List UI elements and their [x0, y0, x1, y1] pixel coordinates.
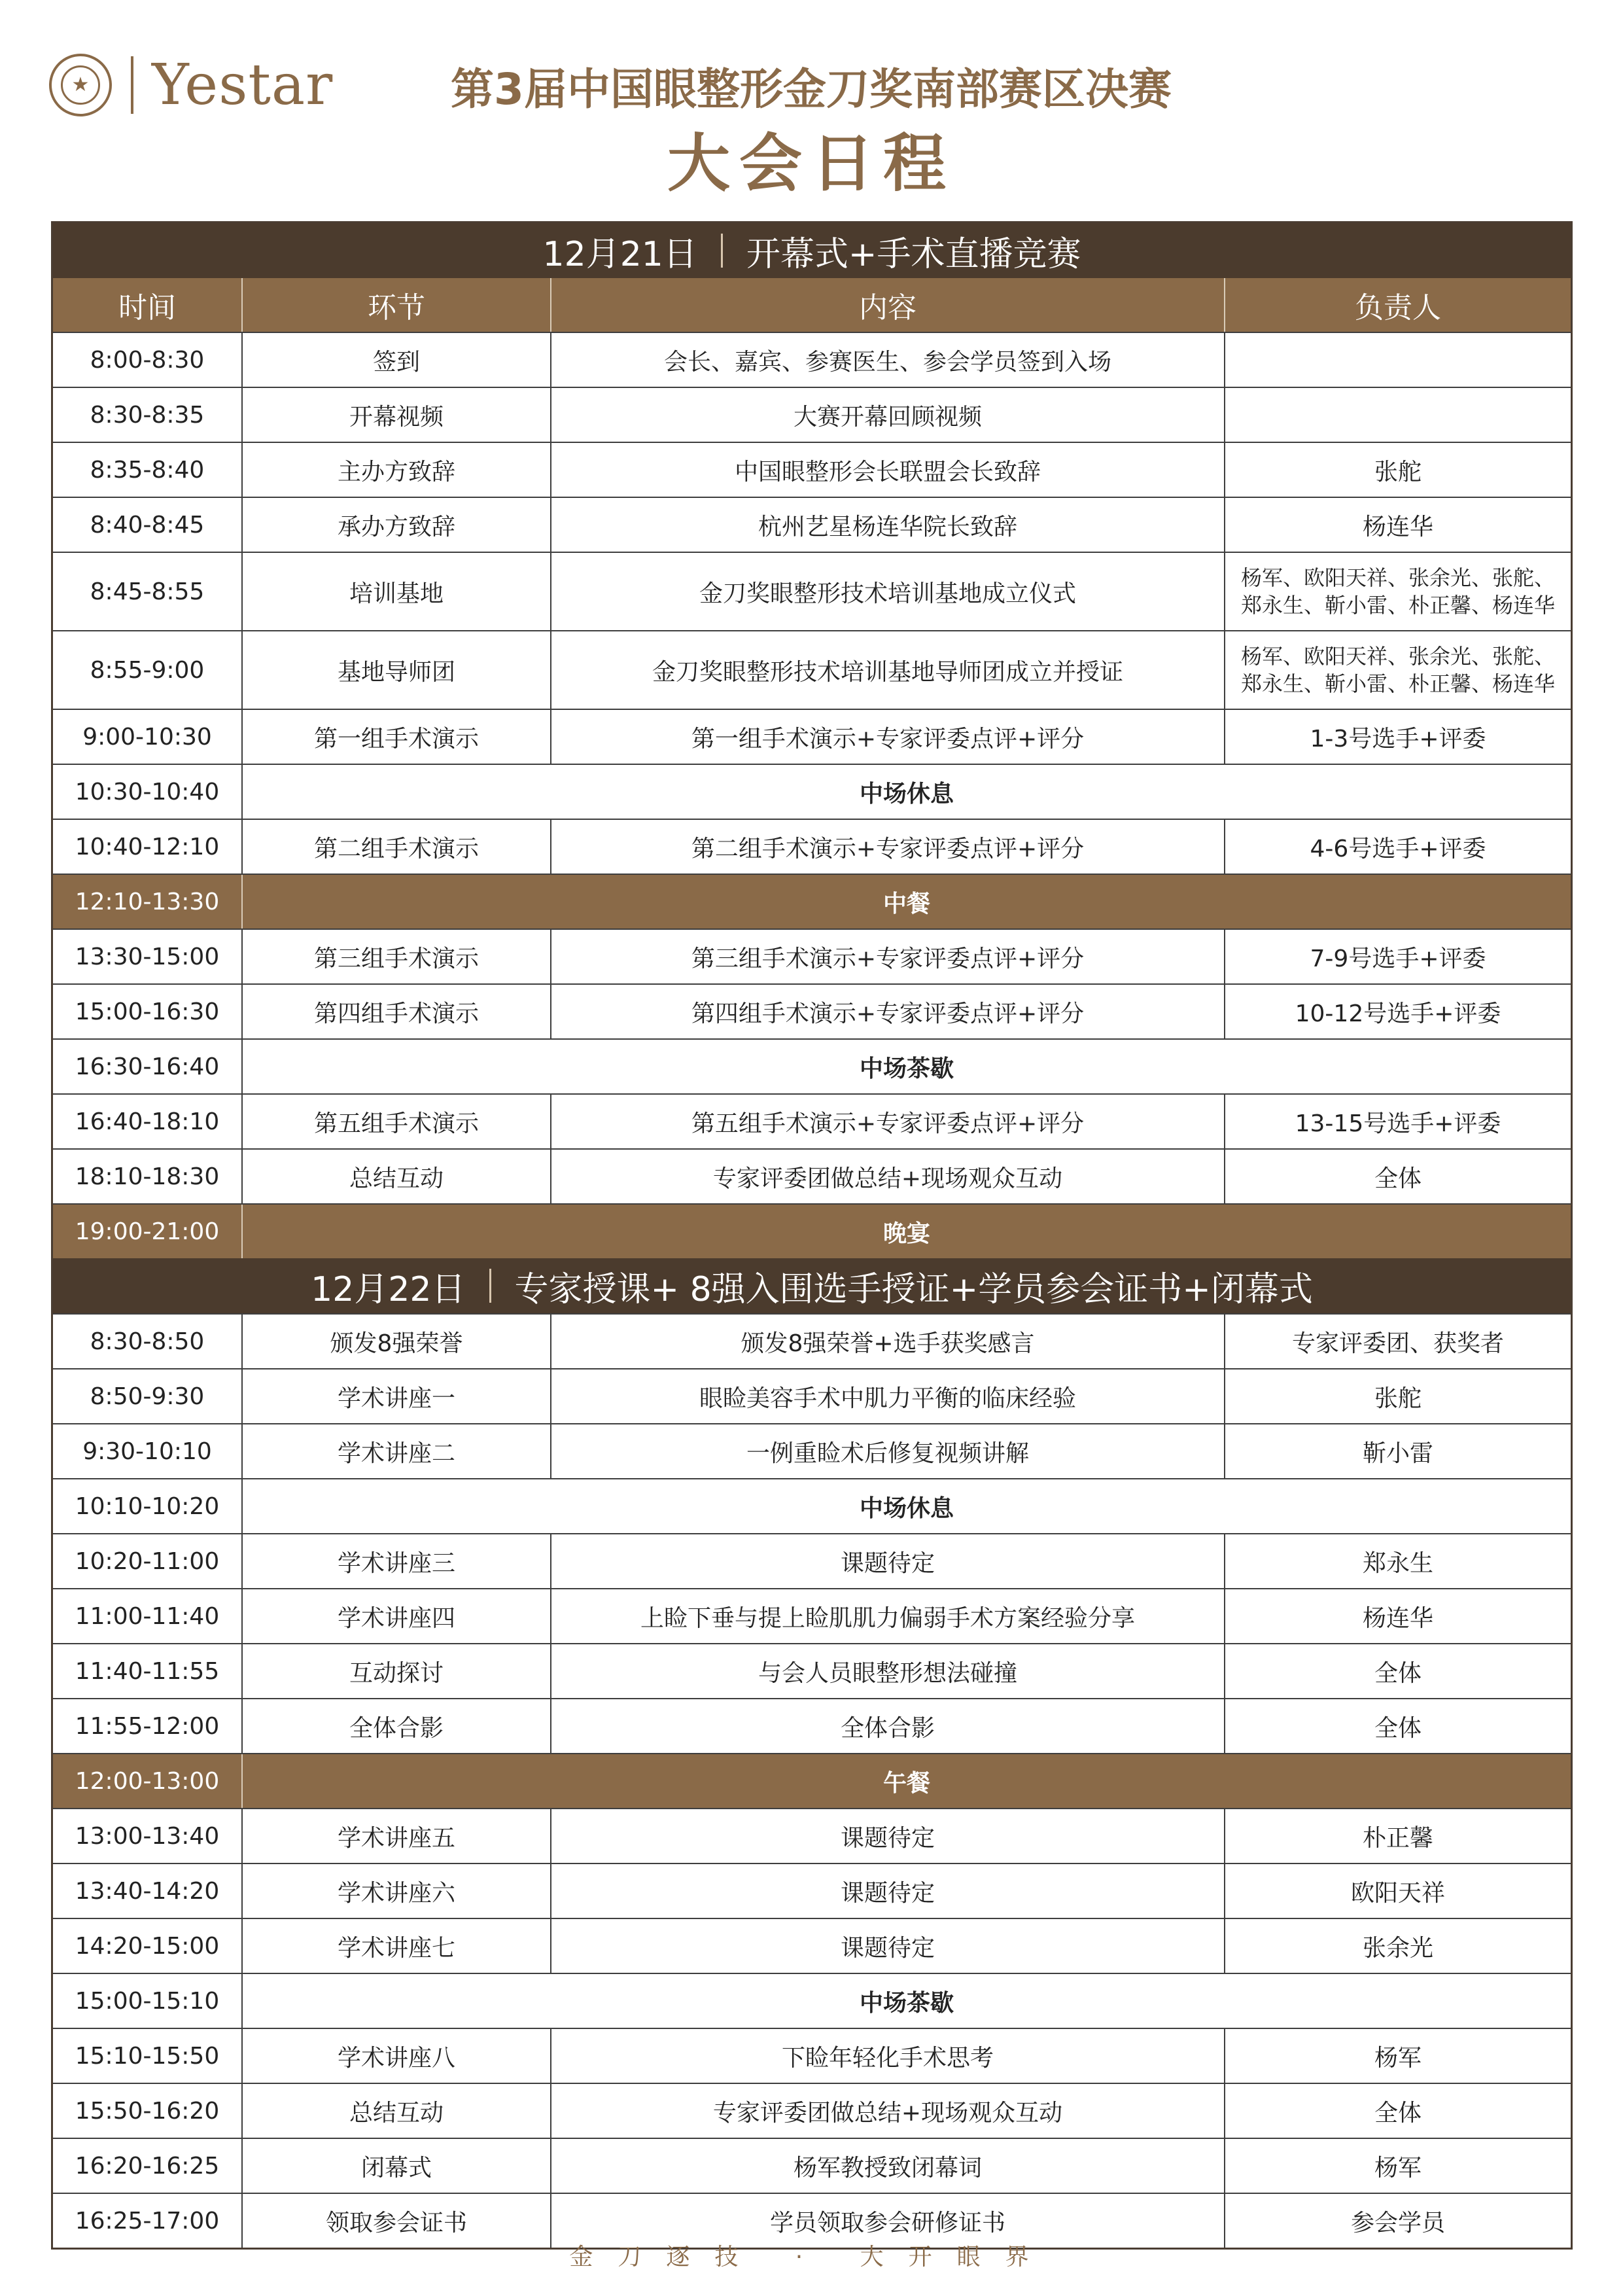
- table-row: [53, 928, 1571, 983]
- content-cell: 专家评委团做总结+现场观众互动: [551, 2084, 1225, 2138]
- page-subtitle: 大会日程: [667, 127, 955, 200]
- table-row: [53, 1313, 1571, 1368]
- segment-cell: 学术讲座八: [243, 2029, 551, 2083]
- segment-cell: 学术讲座五: [243, 1809, 551, 1863]
- table-row: [53, 1533, 1571, 1588]
- owner-cell: 1-3号选手+评委: [1310, 725, 1486, 752]
- segment-cell: 闭幕式: [243, 2139, 551, 2193]
- footer-slogan: 金刀逐技 · 大开眼界: [569, 2244, 1054, 2270]
- day-theme: 专家授课+ 8强入围选手授证+学员参会证书+闭幕式: [514, 1269, 1313, 1309]
- table-row: [53, 1808, 1571, 1863]
- day-theme: 开幕式+手术直播竞赛: [746, 234, 1081, 274]
- owner-cell: 专家评委团、获奖者: [1291, 1330, 1504, 1357]
- table-row: [53, 1643, 1571, 1698]
- table-row: [53, 1863, 1571, 1918]
- segment-cell: 培训基地: [243, 553, 551, 630]
- day-header-divider: [721, 234, 723, 268]
- break-row: [53, 764, 1571, 819]
- break-row: [53, 874, 1571, 928]
- content-cell: 杨军教授致闭幕词: [551, 2139, 1225, 2193]
- content-cell: 专家评委团做总结+现场观众互动: [551, 1150, 1225, 1203]
- table-row: [53, 1918, 1571, 1973]
- time-cell: 8:35-8:40: [53, 443, 243, 497]
- break-row: [53, 1753, 1571, 1808]
- time-cell: 10:10-10:20: [53, 1479, 243, 1533]
- owner-cell: 7-9号选手+评委: [1310, 945, 1486, 972]
- table-row: [53, 332, 1571, 387]
- owner-cell: 张舵: [1374, 1385, 1422, 1412]
- time-cell: 9:30-10:10: [53, 1424, 243, 1478]
- time-cell: 13:00-13:40: [53, 1809, 243, 1863]
- break-label: 中场茶歇: [859, 1055, 954, 1082]
- segment-cell: 承办方致辞: [243, 498, 551, 552]
- time-cell: 14:20-15:00: [53, 1919, 243, 1973]
- segment-cell: 颁发8强荣誉: [243, 1315, 551, 1368]
- owner-cell: 张余光: [1362, 1934, 1433, 1962]
- segment-cell: 签到: [243, 333, 551, 387]
- break-row: [53, 1203, 1571, 1258]
- content-cell: 课题待定: [551, 1864, 1225, 1918]
- owner-cell: 13-15号选手+评委: [1295, 1110, 1501, 1137]
- table-row: [53, 2138, 1571, 2193]
- time-cell: 11:55-12:00: [53, 1699, 243, 1753]
- segment-cell: 总结互动: [243, 2084, 551, 2138]
- segment-cell: 第三组手术演示: [243, 930, 551, 983]
- break-row: [53, 1478, 1571, 1533]
- break-label: 晚宴: [882, 1220, 930, 1247]
- time-cell: 8:45-8:55: [53, 553, 243, 630]
- owner-cell: 郑永生: [1362, 1549, 1433, 1577]
- owner-cell: 杨军、欧阳天祥、张余光、张舵、 郑永生、靳小雷、朴正馨、杨连华: [1240, 644, 1555, 696]
- time-cell: 10:20-11:00: [53, 1534, 243, 1588]
- owner-cell: 全体: [1374, 1714, 1422, 1742]
- day-header: [53, 1258, 1571, 1313]
- content-cell: 课题待定: [551, 1919, 1225, 1973]
- content-cell: 上睑下垂与提上睑肌肌力偏弱手术方案经验分享: [551, 1589, 1225, 1643]
- content-cell: 一例重睑术后修复视频讲解: [551, 1424, 1225, 1478]
- owner-cell: 靳小雷: [1362, 1439, 1433, 1467]
- column-header: 时间: [53, 278, 243, 332]
- column-header: 负责人: [1355, 291, 1441, 325]
- content-cell: 第三组手术演示+专家评委点评+评分: [551, 930, 1225, 983]
- day-header: [53, 223, 1571, 278]
- time-cell: 19:00-21:00: [53, 1205, 243, 1258]
- segment-cell: 第四组手术演示: [243, 985, 551, 1038]
- table-row: [53, 2083, 1571, 2138]
- schedule-table: [51, 221, 1573, 2250]
- time-cell: 8:40-8:45: [53, 498, 243, 552]
- content-cell: 第五组手术演示+专家评委点评+评分: [551, 1095, 1225, 1148]
- segment-cell: 学术讲座三: [243, 1534, 551, 1588]
- break-label: 午餐: [882, 1769, 930, 1797]
- segment-cell: 领取参会证书: [243, 2194, 551, 2248]
- owner-cell: 杨军: [1374, 2154, 1422, 2181]
- time-cell: 8:55-9:00: [53, 631, 243, 709]
- content-cell: 课题待定: [551, 1534, 1225, 1588]
- segment-cell: 总结互动: [243, 1150, 551, 1203]
- owner-cell: 全体: [1374, 1165, 1422, 1192]
- content-cell: 大赛开幕回顾视频: [551, 388, 1225, 442]
- table-row: [53, 1698, 1571, 1753]
- table-row: [53, 630, 1571, 709]
- time-cell: 16:30-16:40: [53, 1040, 243, 1093]
- time-cell: 10:40-12:10: [53, 820, 243, 874]
- time-cell: 10:30-10:40: [53, 765, 243, 819]
- break-label: 中餐: [882, 890, 930, 917]
- content-cell: 第二组手术演示+专家评委点评+评分: [551, 820, 1225, 874]
- owner-cell: 欧阳天祥: [1350, 1879, 1445, 1907]
- owner-cell: 参会学员: [1350, 2209, 1445, 2236]
- time-cell: 12:00-13:00: [53, 1754, 243, 1808]
- owner-cell: 全体: [1374, 1659, 1422, 1687]
- owner-cell: 杨连华: [1362, 513, 1433, 540]
- content-cell: 眼睑美容手术中肌力平衡的临床经验: [551, 1369, 1225, 1423]
- time-cell: 12:10-13:30: [53, 875, 243, 928]
- table-row: [53, 819, 1571, 874]
- time-cell: 15:00-15:10: [53, 1974, 243, 2028]
- table-row: [53, 709, 1571, 764]
- time-cell: 16:25-17:00: [53, 2194, 243, 2248]
- owner-cell: [1225, 333, 1571, 387]
- table-row: [53, 497, 1571, 552]
- segment-cell: 开幕视频: [243, 388, 551, 442]
- content-cell: 课题待定: [551, 1809, 1225, 1863]
- table-row: [53, 1423, 1571, 1478]
- segment-cell: 主办方致辞: [243, 443, 551, 497]
- column-header: 内容: [551, 278, 1225, 332]
- time-cell: 9:00-10:30: [53, 710, 243, 764]
- segment-cell: 全体合影: [243, 1699, 551, 1753]
- content-cell: 第一组手术演示+专家评委点评+评分: [551, 710, 1225, 764]
- break-row: [53, 1973, 1571, 2028]
- content-cell: 杭州艺星杨连华院长致辞: [551, 498, 1225, 552]
- content-cell: 金刀奖眼整形技术培训基地成立仪式: [551, 553, 1225, 630]
- day-date: 12月22日: [311, 1269, 466, 1309]
- table-row: [53, 1368, 1571, 1423]
- table-row: [53, 387, 1571, 442]
- segment-cell: 基地导师团: [243, 631, 551, 709]
- content-cell: 会长、嘉宾、参赛医生、参会学员签到入场: [551, 333, 1225, 387]
- table-row: [53, 983, 1571, 1038]
- break-label: 中场休息: [859, 780, 954, 807]
- table-row: [53, 1148, 1571, 1203]
- content-cell: 金刀奖眼整形技术培训基地导师团成立并授证: [551, 631, 1225, 709]
- table-row: [53, 442, 1571, 497]
- time-cell: 15:50-16:20: [53, 2084, 243, 2138]
- content-cell: 与会人员眼整形想法碰撞: [551, 1644, 1225, 1698]
- owner-cell: [1225, 388, 1571, 442]
- time-cell: 15:00-16:30: [53, 985, 243, 1038]
- segment-cell: 第二组手术演示: [243, 820, 551, 874]
- column-header-row: [53, 278, 1571, 332]
- day-header-divider: [489, 1269, 491, 1303]
- owner-cell: 杨军: [1374, 2044, 1422, 2072]
- table-row: [53, 2028, 1571, 2083]
- segment-cell: 学术讲座六: [243, 1864, 551, 1918]
- segment-cell: 学术讲座四: [243, 1589, 551, 1643]
- content-cell: 颁发8强荣誉+选手获奖感言: [551, 1315, 1225, 1368]
- time-cell: 13:30-15:00: [53, 930, 243, 983]
- break-row: [53, 1038, 1571, 1093]
- content-cell: 第四组手术演示+专家评委点评+评分: [551, 985, 1225, 1038]
- time-cell: 18:10-18:30: [53, 1150, 243, 1203]
- owner-cell: 杨连华: [1362, 1604, 1433, 1632]
- time-cell: 8:30-8:35: [53, 388, 243, 442]
- owner-cell: 全体: [1374, 2099, 1422, 2127]
- content-cell: 中国眼整形会长联盟会长致辞: [551, 443, 1225, 497]
- segment-cell: 互动探讨: [243, 1644, 551, 1698]
- star-seal-icon: ★: [49, 54, 112, 116]
- owner-cell: 朴正馨: [1362, 1824, 1433, 1852]
- time-cell: 11:40-11:55: [53, 1644, 243, 1698]
- table-row: [53, 1093, 1571, 1148]
- break-label: 中场茶歇: [859, 1989, 954, 2017]
- table-row: [53, 1588, 1571, 1643]
- content-cell: 下睑年轻化手术思考: [551, 2029, 1225, 2083]
- segment-cell: 学术讲座一: [243, 1369, 551, 1423]
- time-cell: 8:30-8:50: [53, 1315, 243, 1368]
- time-cell: 16:20-16:25: [53, 2139, 243, 2193]
- time-cell: 11:00-11:40: [53, 1589, 243, 1643]
- owner-cell: 杨军、欧阳天祥、张余光、张舵、 郑永生、靳小雷、朴正馨、杨连华: [1240, 565, 1555, 618]
- time-cell: 8:00-8:30: [53, 333, 243, 387]
- time-cell: 15:10-15:50: [53, 2029, 243, 2083]
- time-cell: 16:40-18:10: [53, 1095, 243, 1148]
- segment-cell: 学术讲座七: [243, 1919, 551, 1973]
- logo-divider: [131, 56, 133, 114]
- day-date: 12月21日: [542, 234, 697, 274]
- time-cell: 8:50-9:30: [53, 1369, 243, 1423]
- brand-logo-text: Yestar: [152, 52, 334, 118]
- segment-cell: 第一组手术演示: [243, 710, 551, 764]
- time-cell: 13:40-14:20: [53, 1864, 243, 1918]
- break-label: 中场休息: [859, 1494, 954, 1522]
- table-row: [53, 552, 1571, 630]
- owner-cell: 4-6号选手+评委: [1310, 835, 1486, 862]
- owner-cell: 张舵: [1374, 458, 1422, 486]
- segment-cell: 学术讲座二: [243, 1424, 551, 1478]
- content-cell: 全体合影: [551, 1699, 1225, 1753]
- page-header: [0, 0, 1623, 216]
- page-title: 第3届中国眼整形金刀奖南部赛区决赛: [451, 64, 1172, 115]
- owner-cell: 10-12号选手+评委: [1295, 1000, 1501, 1027]
- column-header: 环节: [243, 278, 551, 332]
- content-cell: 学员领取参会研修证书: [551, 2194, 1225, 2248]
- segment-cell: 第五组手术演示: [243, 1095, 551, 1148]
